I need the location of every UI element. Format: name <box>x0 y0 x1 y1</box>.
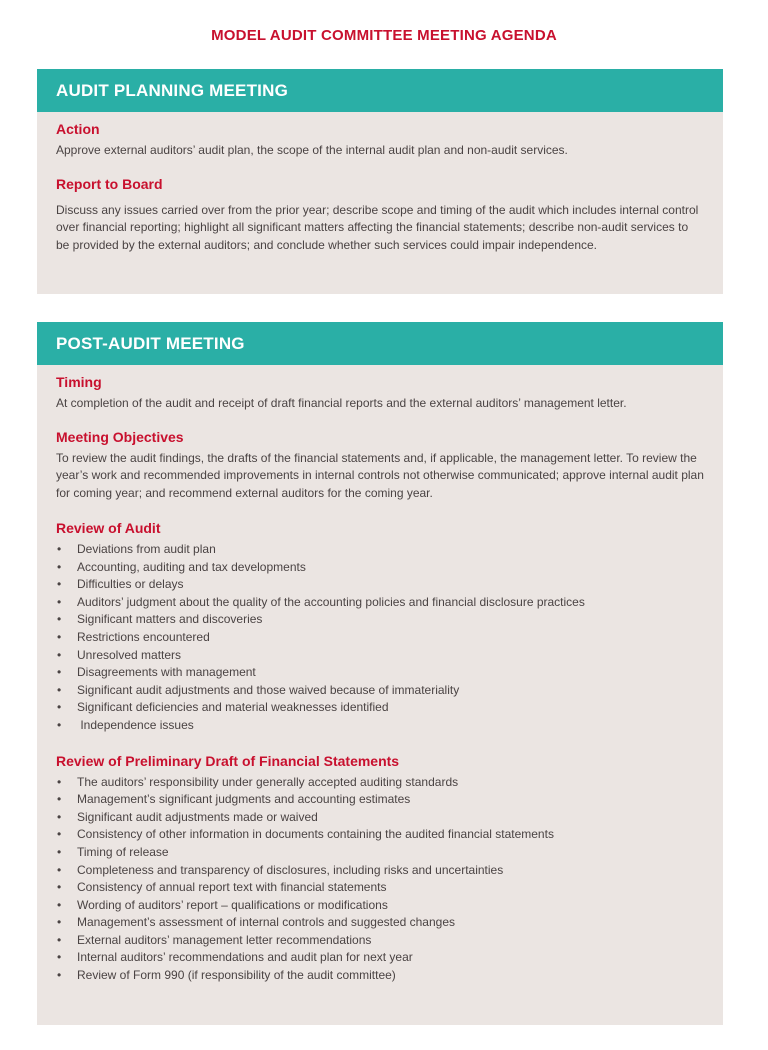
list-item: • External auditors’ management letter recommendations <box>56 932 704 950</box>
review-of-audit-list <box>56 541 704 735</box>
meeting-objectives-text: To review the audit findings, the drafts of the financial statements and, if applicable, the management letter. To review the year’s work and recommended improvements in internal controls not otherwise communicated; approve internal audit plan for coming year; and recommend external auditors for the coming year. <box>56 450 704 500</box>
audit-planning-body <box>37 112 723 254</box>
list-item: • Restrictions encountered <box>56 629 704 647</box>
list-item: • Significant deficiencies and material weaknesses identified <box>56 699 704 717</box>
list-item: • Timing of release <box>56 844 704 862</box>
action-heading: Action <box>56 121 100 137</box>
report-to-board-heading: Report to Board <box>56 175 163 192</box>
list-item: • Consistency of other information in documents containing the audited financial statements <box>56 826 704 844</box>
list-item: • Accounting, auditing and tax developments <box>56 559 704 577</box>
list-item: • Deviations from audit plan <box>56 541 704 559</box>
audit-planning-header: AUDIT PLANNING MEETING <box>37 69 723 112</box>
list-item: • Completeness and transparency of disclosures, including risks and uncertainties <box>56 862 704 880</box>
report-to-board-text: Discuss any issues carried over from the prior year; describe scope and timing of the audit which includes internal control over financial reporting; highlight all significant matters affecting the financial statements; describe non-audit services to be provided by the external auditors; and conclude whether such services could impair independence. <box>56 202 699 252</box>
timing-text: At completion of the audit and receipt of draft financial reports and the external auditors’ management letter. <box>56 396 627 410</box>
post-audit-header: POST-AUDIT MEETING <box>37 322 723 365</box>
list-item: • Significant audit adjustments and those waived because of immateriality <box>56 682 704 700</box>
draft-statements-list <box>56 774 704 985</box>
list-item: • Unresolved matters <box>56 647 704 665</box>
timing-heading: Timing <box>56 374 102 390</box>
meeting-objectives-heading: Meeting Objectives <box>56 428 184 445</box>
action-text: Approve external auditors’ audit plan, the scope of the internal audit plan and non-audit services. <box>56 143 568 157</box>
list-item: • Independence issues <box>56 717 704 735</box>
list-item: • Management’s significant judgments and accounting estimates <box>56 791 704 809</box>
review-of-audit-heading: Review of Audit <box>56 520 161 536</box>
list-item: • Disagreements with management <box>56 664 704 682</box>
list-item: • Wording of auditors’ report – qualifications or modifications <box>56 897 704 915</box>
list-item: • Significant matters and discoveries <box>56 611 704 629</box>
post-audit-panel <box>37 322 723 1025</box>
audit-planning-panel <box>37 69 723 294</box>
list-item: • Auditors’ judgment about the quality of the accounting policies and financial disclosure practices <box>56 594 704 612</box>
list-item: • Significant audit adjustments made or waived <box>56 809 704 827</box>
page-title: MODEL AUDIT COMMITTEE MEETING AGENDA <box>211 27 557 44</box>
list-item: • Review of Form 990 (if responsibility of the audit committee) <box>56 967 704 985</box>
list-item: • Consistency of annual report text with financial statements <box>56 879 704 897</box>
list-item: • Difficulties or delays <box>56 576 704 594</box>
list-item: • The auditors’ responsibility under generally accepted auditing standards <box>56 774 704 792</box>
list-item: • Management’s assessment of internal controls and suggested changes <box>56 914 704 932</box>
list-item: • Internal auditors’ recommendations and audit plan for next year <box>56 949 704 967</box>
post-audit-body <box>37 365 723 985</box>
draft-statements-heading: Review of Preliminary Draft of Financial Statements <box>56 752 400 769</box>
